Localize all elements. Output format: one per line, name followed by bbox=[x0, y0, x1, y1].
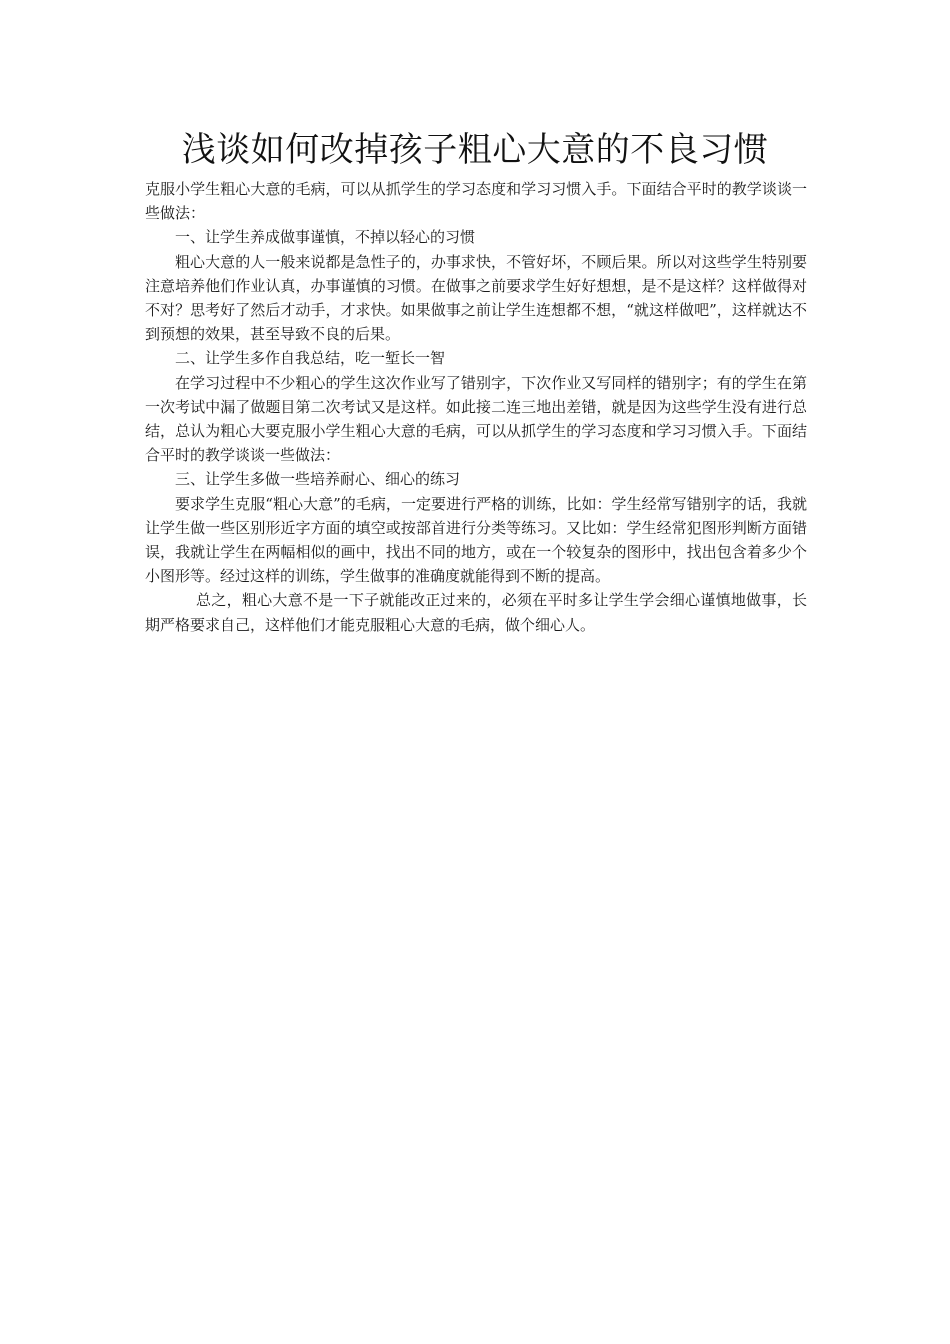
section-heading-1: 一、让学生养成做事谨慎，不掉以轻心的习惯 bbox=[175, 228, 476, 247]
section-paragraph-3: 要求学生克服“粗心大意”的毛病，一定要进行严格的训练，比如：学生经常写错别字的话，我就让学生做一些区别形近字方面的填空或按部首进行分类等练习。又比如：学生经常犯图形判断方面错误，我就让学生在两幅相似的画中，找出不同的地方，或在一个较复杂的图形中，找出包含着多少个小图形等。经过这样的训练，学生做事的准确度就能得到不断的提高。 bbox=[145, 494, 807, 586]
section-paragraph-1: 粗心大意的人一般来说都是急性子的，办事求快，不管好坏，不顾后果。所以对这些学生特别要注意培养他们作业认真，办事谨慎的习惯。在做事之前要求学生好好想想，是不是这样？这样做得对不对？思考好了然后才动手，才求快。如果做事之前让学生连想都不想，“就这样做吧”，这样就达不到预想的效果，甚至导致不良的后果。 bbox=[145, 252, 807, 344]
intro-paragraph: 克服小学生粗心大意的毛病，可以从抓学生的学习态度和学习习惯入手。下面结合平时的教学谈谈一些做法： bbox=[145, 180, 807, 223]
document-body bbox=[145, 177, 807, 637]
section-heading-2: 二、让学生多作自我总结，吃一堑长一智 bbox=[175, 349, 446, 368]
section-heading-3: 三、让学生多做一些培养耐心、细心的练习 bbox=[175, 470, 461, 489]
document-title: 浅谈如何改掉孩子粗心大意的不良习惯 bbox=[181, 130, 769, 170]
conclusion-paragraph: 总之，粗心大意不是一下子就能改正过来的，必须在平时多让学生学会细心谨慎地做事，长期严格要求自己，这样他们才能克服粗心大意的毛病，做个细心人。 bbox=[145, 591, 807, 634]
section-paragraph-2: 在学习过程中不少粗心的学生这次作业写了错别字，下次作业又写同样的错别字；有的学生在第一次考试中漏了做题目第二次考试又是这样。如此接二连三地出差错，就是因为这些学生没有进行总结，总认为粗心大要克服小学生粗心大意的毛病，可以从抓学生的学习态度和学习习惯入手。下面结合平时的教学谈谈一些做法： bbox=[145, 373, 807, 465]
